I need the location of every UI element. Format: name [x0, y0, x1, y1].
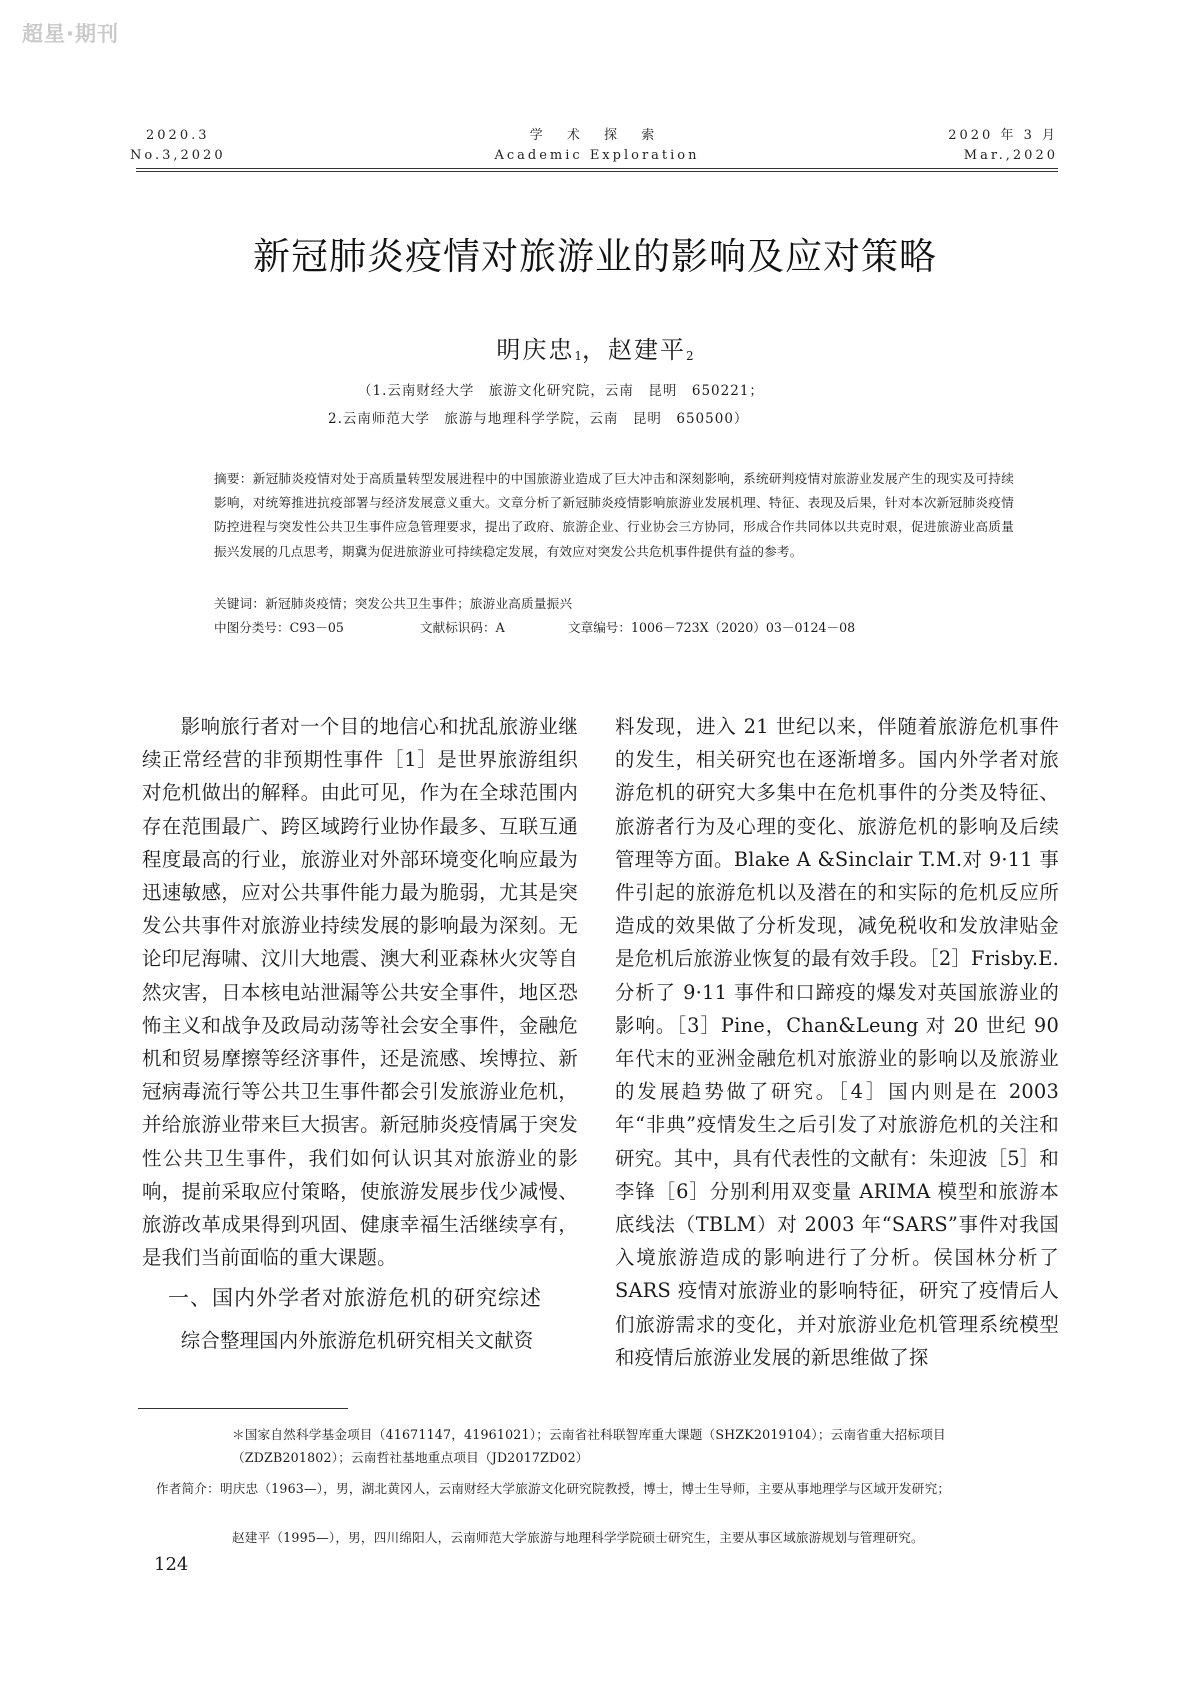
author-bio-2: 赵建平（1995—），男，四川绵阳人，云南师范大学旅游与地理科学学院硕士研究生，主要从事区域旅游规划与管理研究。	[232, 1530, 924, 1545]
abstract-label: 摘要：	[214, 471, 253, 486]
author-bio-label: 作者简介：	[156, 1481, 220, 1496]
author-bio-1: 明庆忠（1963—），男，湖北黄冈人，云南财经大学旅游文化研究院教授，博士，博士生导师，主要从事地理学与区域开发研究；	[219, 1481, 951, 1496]
keywords-label: 关键词：	[214, 596, 266, 611]
keywords	[214, 592, 1014, 616]
body-paragraph: 料发现，进入 21 世纪以来，伴随着旅游危机事件的发生，相关研究也在逐渐增多。国内外学者对旅游危机的研究大多集中在危机事件的分类及特征、旅游者行为及心理的变化、旅游危机的影响及后续管理等方面。Blake A &Sinclair T.M.对 9·11 事件引起的旅游危机以及潜在的和实际的危机反应所造成的效果做了分析发现，减免税收和发放津贴金是危机后旅游业恢复的最有效手段。［2］Frisby.E.分析了 9·11 事件和口蹄疫的爆发对英国旅游业的影响。［3］Pine，Chan&Leung 对 20 世纪 90 年代末的亚洲金融危机对旅游业的影响以及旅游业的发展趋势做了研究。［4］国内则是在 2003 年“非典”疫情发生之后引发了对旅游危机的关注和研究。其中，具有代表性的文献有：朱迎波［5］和李锋［6］分别利用双变量 ARIMA 模型和旅游本底线法（TBLM）对 2003 年“SARS”事件对我国入境旅游造成的影响进行了分析。侯国林分析了 SARS 疫情对旅游业的影响特征，研究了疫情后人们旅游需求的变化，并对旅游业危机管理系统模型和疫情后旅游业发展的新思维做了探	[615, 715, 1059, 1369]
clc-label: 中图分类号：	[214, 620, 290, 635]
body-column-right	[615, 710, 1059, 1374]
section-heading: 一、国内外学者对旅游危机的研究综述	[168, 1286, 542, 1311]
header-journal-name: 学 术 探 索	[529, 128, 665, 143]
article-number-value: 1006－723X（2020）03－0124－08	[630, 620, 856, 635]
document-code-label: 文献标识码：	[420, 620, 496, 635]
author-separator: ，	[582, 336, 608, 364]
abstract	[214, 467, 1014, 564]
header-year-issue: 2020.3	[146, 128, 210, 143]
footnote-rule	[138, 1408, 348, 1409]
body-paragraph: 综合整理国内外旅游危机研究相关文献资	[180, 1328, 534, 1352]
header-date: 2020 年 3 月	[948, 128, 1058, 143]
article-number-label: 文章编号：	[568, 620, 631, 635]
clc-value: C93－05	[289, 620, 344, 635]
header-date-en: Mar.,2020	[963, 148, 1058, 163]
keywords-text: 新冠肺炎疫情；突发公共卫生事件；旅游业高质量振兴	[265, 596, 573, 611]
affiliation-mark: 2	[686, 349, 694, 363]
body-paragraph: 影响旅行者对一个目的地信心和扰乱旅游业继续正常经营的非预期性事件［1］是世界旅游组织对危机做出的解释。由此可见，作为在全球范围内存在范围最广、跨区域跨行业协作最多、互联互通程度最高的行业，旅游业对外部环境变化响应最为迅速敏感，应对公共事件能力最为脆弱，尤其是突发公共事件对旅游业持续发展的影响最为深刻。无论印尼海啸、汶川大地震、澳大利亚森林火灾等自然灾害，日本核电站泄漏等公共安全事件，地区恐怖主义和战争及政局动荡等社会安全事件，金融危机和贸易摩擦等经济事件，还是流感、埃博拉、新冠病毒流行等公共卫生事件都会引发旅游业危机，并给旅游业带来巨大损害。新冠肺炎疫情属于突发性公共卫生事件，我们如何认识其对旅游业的影响，提前采取应付策略，使旅游发展步伐少减慢、旅游改革成果得到巩固、健康幸福生活继续享有，是我们当前面临的重大课题。	[142, 715, 578, 1270]
footnote-author-bio	[156, 1477, 1062, 1500]
abstract-text: 新冠肺炎疫情对处于高质量转型发展进程中的中国旅游业造成了巨大冲击和深刻影响，系统研判疫情对旅游业发展产生的现实及可持续影响，对统筹推进抗疫部署与经济发展意义重大。文章分析了新冠肺炎疫情影响旅游业发展机理、特征、表现及后果，针对本次新冠肺炎疫情防控进程与突发性公共卫生事件应急管理要求，提出了政府、旅游企业、行业协会三方协同，形成合作共同体以共克时艰，促进旅游业高质量振兴发展的几点思考，期冀为促进旅游业可持续稳定发展，有效应对突发公共危机事件提供有益的参考。	[214, 471, 1014, 559]
header-rule	[136, 168, 1058, 169]
author-line	[0, 330, 1190, 365]
header-issue-number: No.3,2020	[130, 148, 226, 163]
header-journal-name-en: Academic Exploration	[494, 148, 700, 163]
page-number: 124	[154, 1554, 189, 1575]
affiliation-2: 2.云南师范大学 旅游与地理科学学院，云南 昆明 650500）	[328, 411, 749, 427]
footnote-funding: ＊国家自然科学基金项目（41671147，41961021）；云南省社科联智库重大课题（SHZK2019104）；云南省重大招标项目（ZDZB201802）；云南哲社基地重点项目（JD2017ZD02）	[232, 1427, 946, 1465]
affiliation-mark: 1	[574, 349, 582, 363]
header-rule-thin	[136, 171, 1058, 172]
author-name: 明庆忠	[496, 336, 575, 364]
article-number	[568, 617, 855, 639]
watermark-logo: 超星·期刊	[22, 22, 119, 46]
author-name: 赵建平	[608, 336, 686, 364]
article-title: 新冠肺炎疫情对旅游业的影响及应对策略	[253, 235, 937, 278]
body-column-left	[142, 710, 578, 1357]
document-code	[420, 617, 505, 639]
document-code-value: A	[495, 620, 505, 635]
affiliation-1: （1.云南财经大学 旅游文化研究院，云南 昆明 650221；	[358, 383, 764, 399]
clc-number	[214, 617, 344, 639]
